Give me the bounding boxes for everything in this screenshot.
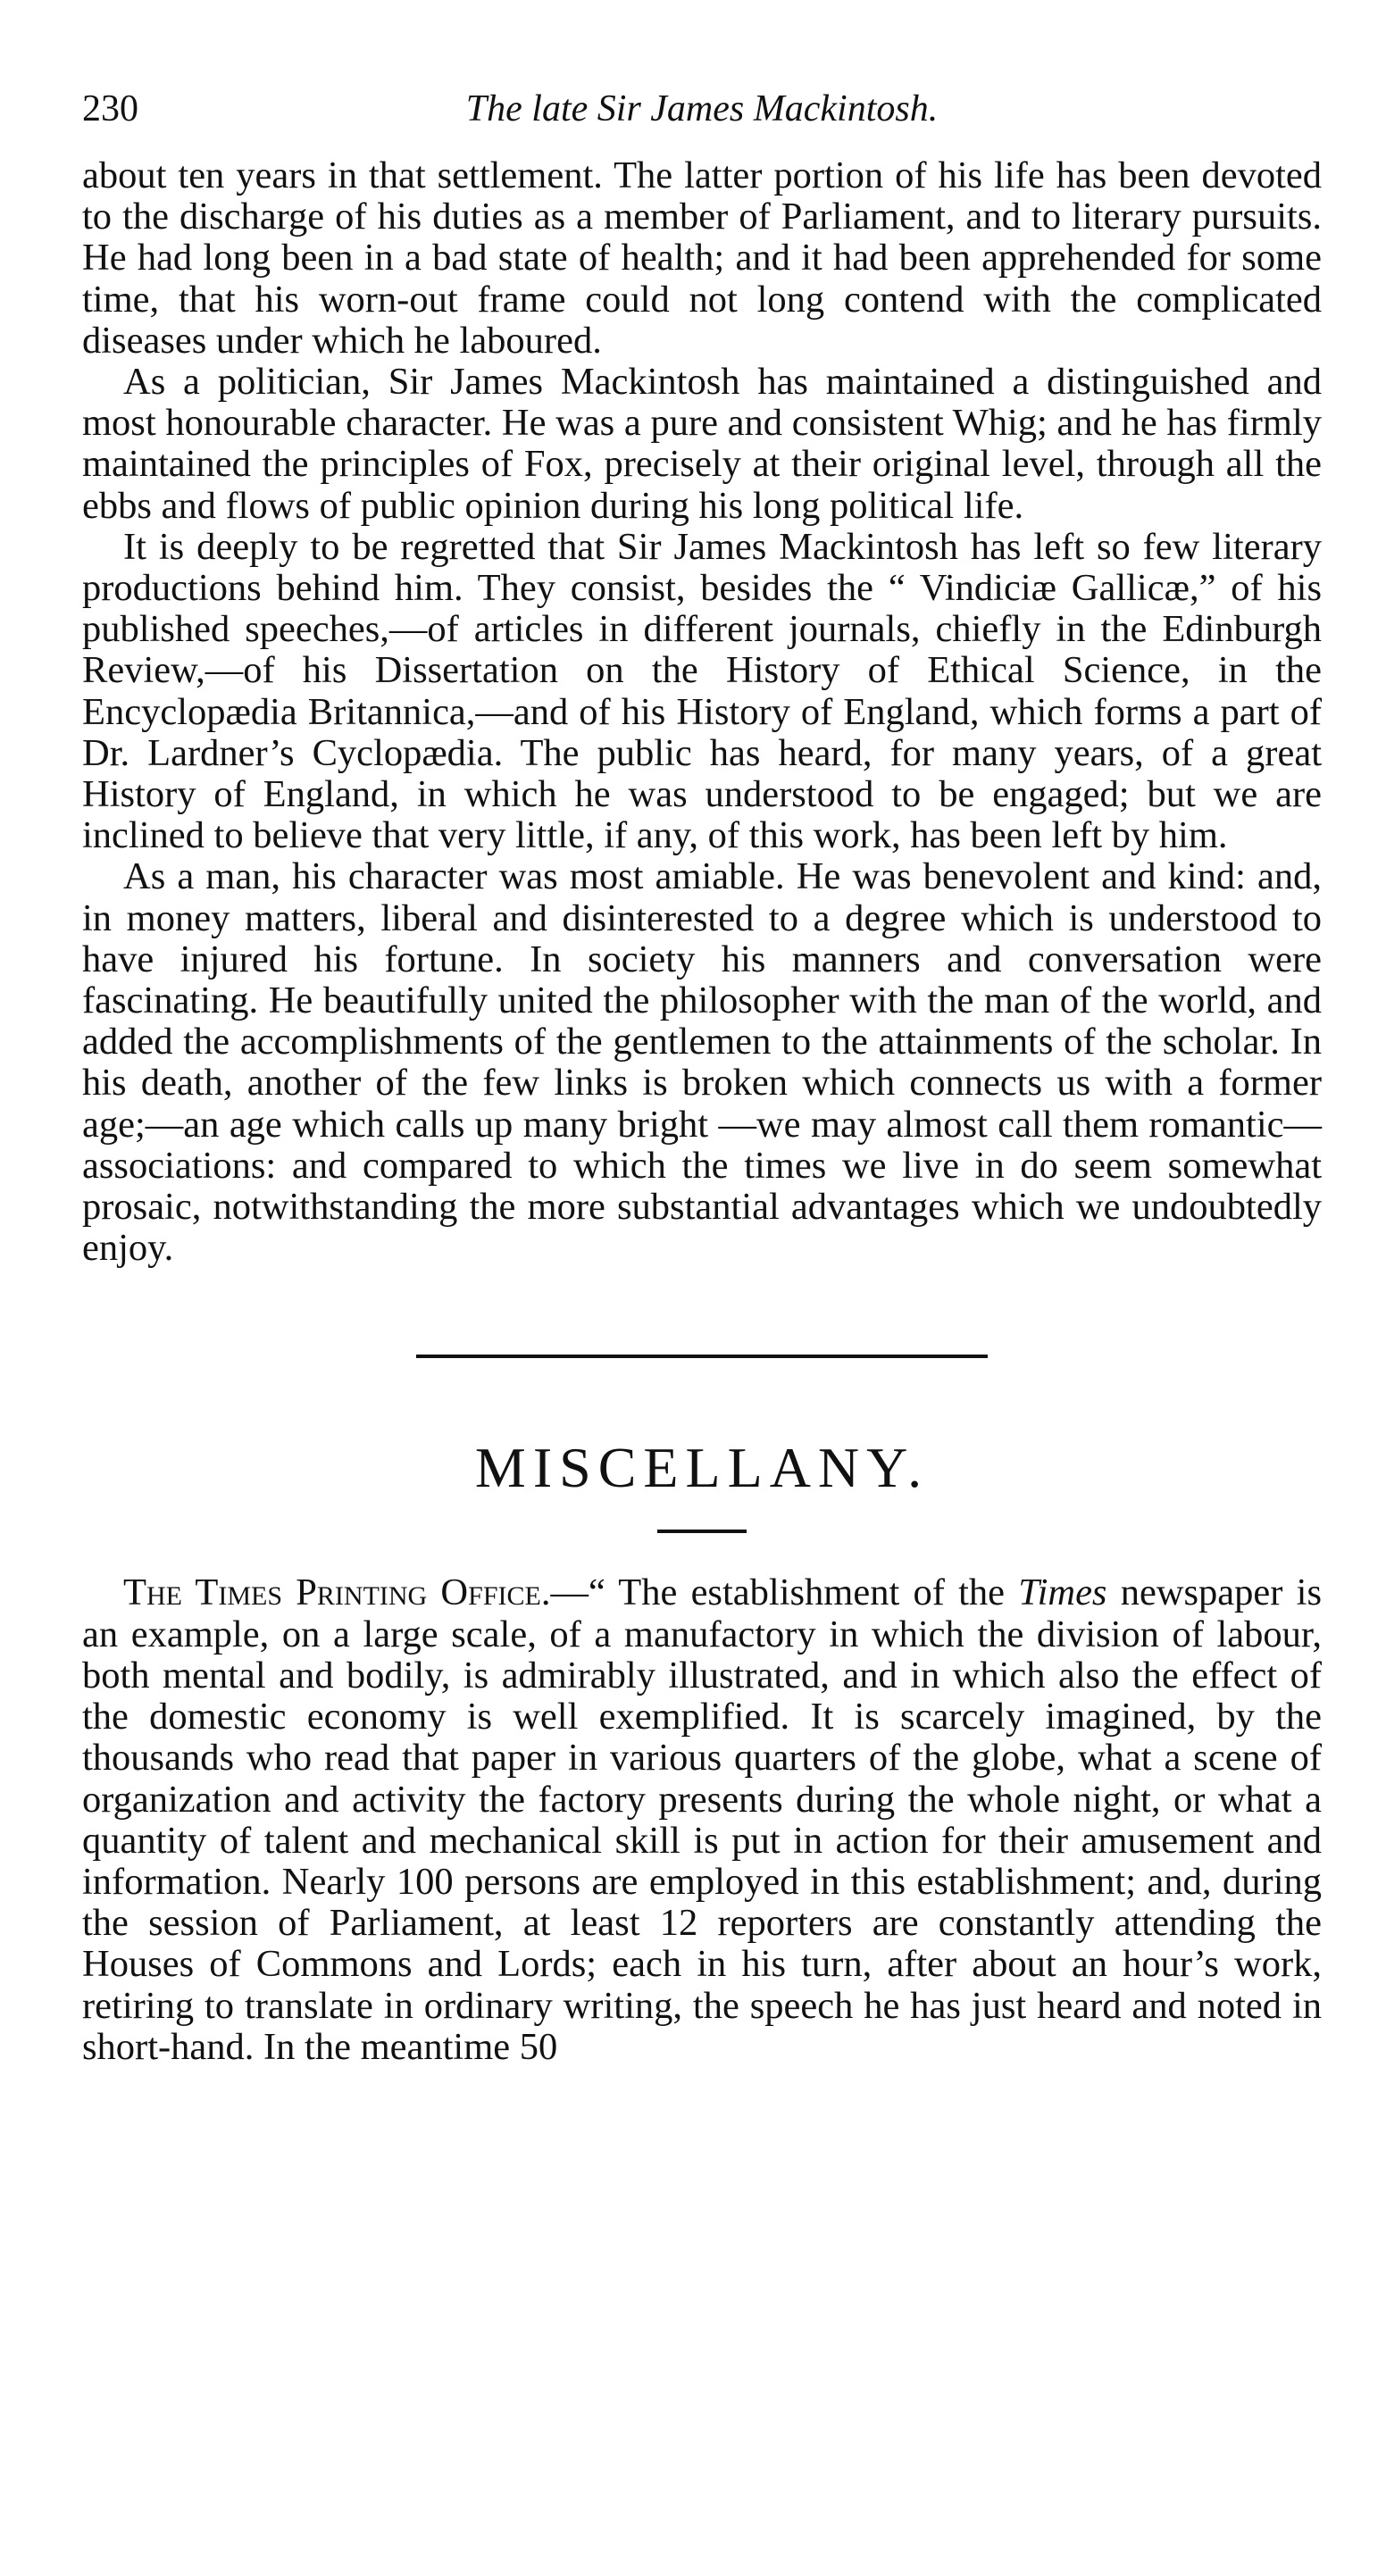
running-title: The late Sir James Mackintosh. xyxy=(465,88,939,129)
page-number: 230 xyxy=(82,88,138,129)
miscellany-paragraph xyxy=(82,1572,1322,2067)
item-title: The Times Printing Office. xyxy=(123,1571,551,1614)
article-paragraph-3: It is deeply to be regretted that Sir James Mackintosh has left so few literary productions behind him. They consist, besides the “ Vindiciæ Gallicæ,” of his published speeches,—of articles in different journals, chiefly in the Edinburgh Review,—of his Dissertation on the History of Ethical Science, in the Encyclopædia Britannica,—and of his History of England, which forms a part of Dr. Lardner’s Cyclopædia. The public has heard, for many years, of a great History of England, in which he was understood to be engaged; but we are inclined to believe that very little, if any, of this work, has been left by him. xyxy=(82,525,1322,857)
item-dash: — xyxy=(550,1571,589,1614)
running-header xyxy=(82,80,1322,138)
quote-open: “ The establishment of the xyxy=(588,1571,1019,1614)
section-heading: MISCELLANY. xyxy=(474,1436,930,1500)
article-paragraph-1: about ten years in that settlement. The latter portion of his life has been devoted to the discharge of his duties as a member of Parliament, and to literary pursuits. He had long been in a bad state of health; and it had been apprehended for some time, that his worn-out frame could not long contend with the complicated diseases under which he laboured. xyxy=(82,154,1322,362)
article-paragraph-2: As a politician, Sir James Mackintosh has maintained a distinguished and most honourable character. He was a pure and consistent Whig; and he has firmly maintained the principles of Fox, precisely at their original level, through all the ebbs and flows of public opinion during his long political life. xyxy=(82,361,1322,527)
section-divider xyxy=(416,1355,988,1358)
newspaper-name: Times xyxy=(1018,1571,1107,1614)
document-page xyxy=(82,80,1322,2068)
miscellany-text: newspaper is an example, on a large scale, of a manufactory in which the division of labour, both mental and bodily, is admirably illustrated, and in which also the effect of the domestic economy is well exemplified. It is scarcely imagined, by the thousands who read that paper in various quarters of the globe, what a scene of organization and activity the factory presents during the whole night, or what a quantity of talent and mechanical skill is put in action for their amusement and information. Nearly 100 persons are employed in this establishment; and, during the session of Parliament, at least 12 reporters are constantly attending the Houses of Commons and Lords; each in his turn, after about an hour’s work, retiring to translate in ordinary writing, the speech he has just heard and noted in short-hand. In the meantime 50 xyxy=(82,1571,1323,2068)
article-body xyxy=(82,155,1322,1269)
miscellany-body xyxy=(82,1572,1322,2067)
article-paragraph-4: As a man, his character was most amiable. He was benevolent and kind: and, in money matters, liberal and disinterested to a degree which is understood to have injured his fortune. In society his manners and conversation were fascinating. He beautifully united the philosopher with the man of the world, and added the accomplishments of the gentlemen to the attainments of the scholar. In his death, another of the few links is broken which connects us with a former age;—an age which calls up many bright —we may almost call them romantic—associations: and compared to which the times we live in do seem somewhat prosaic, notwithstanding the more substantial advantages which we undoubtedly enjoy. xyxy=(82,855,1322,1270)
heading-underline xyxy=(657,1530,747,1533)
